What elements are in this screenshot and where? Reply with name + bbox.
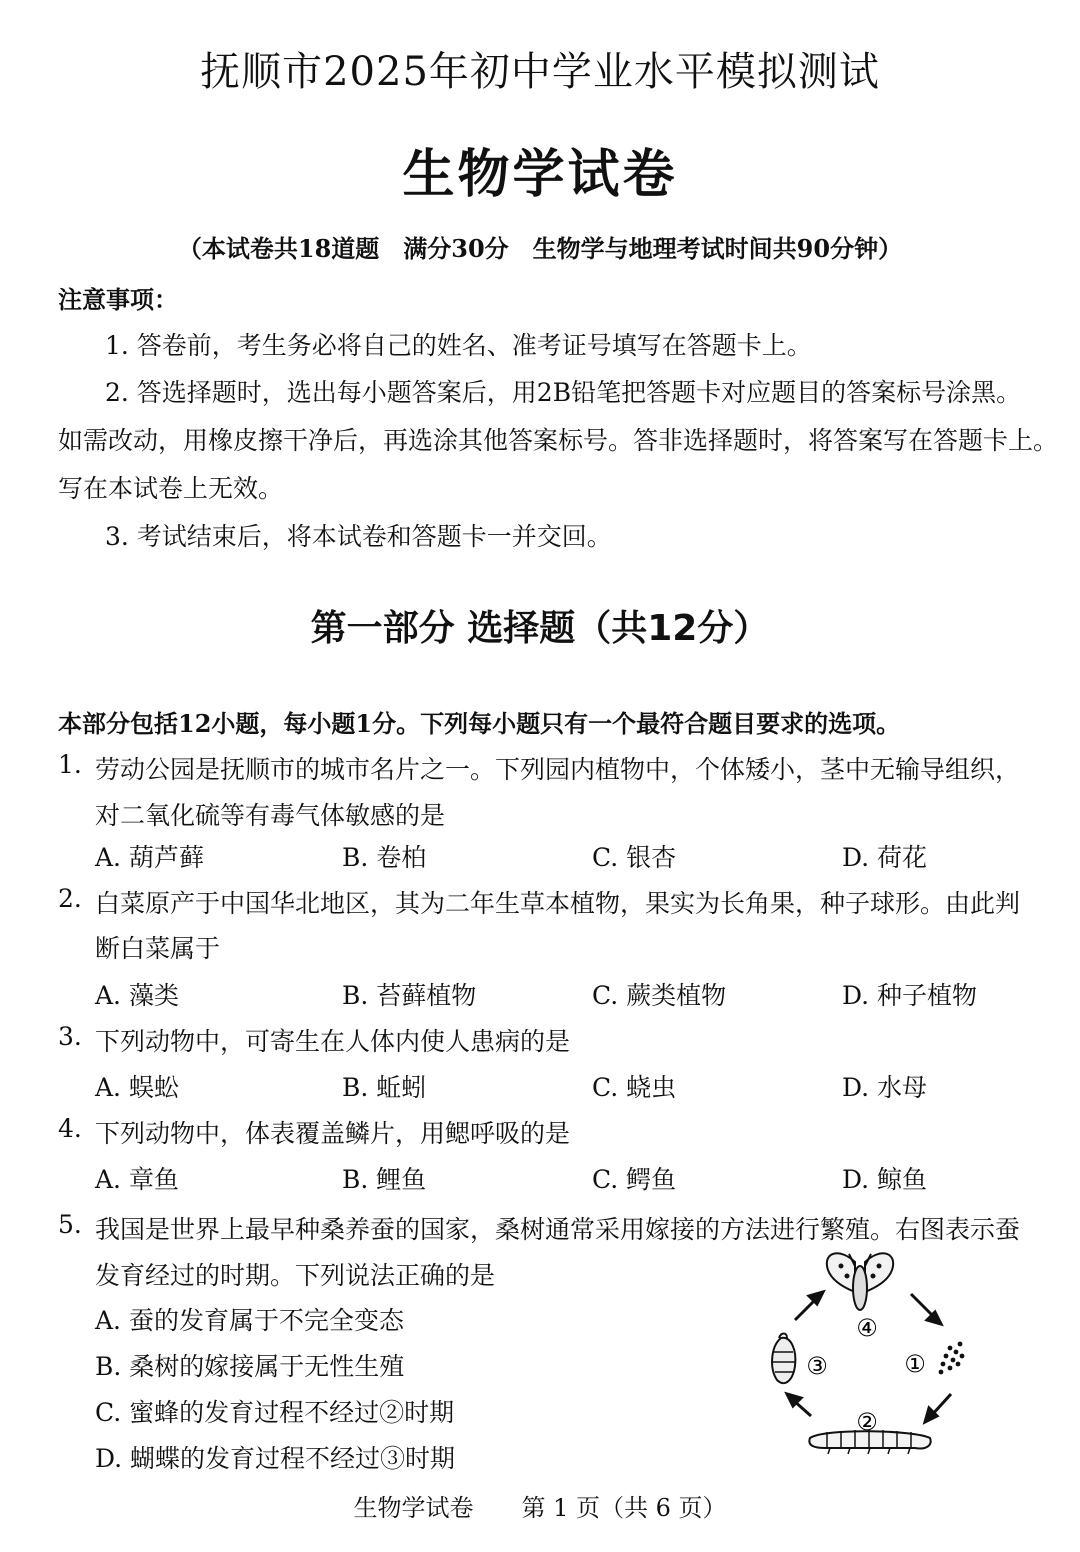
- q5-option-c: C. 蜜蜂的发育过程不经过②时期: [95, 1398, 455, 1427]
- q1-number: 1.: [58, 750, 82, 779]
- q5-option-d: D. 蝴蝶的发育过程不经过③时期: [95, 1444, 456, 1473]
- q4-option-a: A. 章鱼: [95, 1165, 179, 1194]
- section-title: 第一部分 选择题（共12分）: [310, 608, 770, 649]
- q2-option-c: C. 蕨类植物: [592, 981, 727, 1010]
- stage-label-2: ②: [856, 1408, 878, 1436]
- q2-stem-2: 断白菜属于: [95, 934, 221, 963]
- stage-label-1: ①: [904, 1350, 926, 1378]
- stage-label-3: ③: [806, 1352, 828, 1380]
- section-intro: 本部分包括12小题，每小题1分。下列每小题只有一个最符合题目要求的选项。: [58, 709, 901, 738]
- notes-heading: 注意事项：: [58, 285, 178, 314]
- q5-option-a: A. 蚕的发育属于不完全变态: [95, 1306, 404, 1335]
- note-1: 1. 答卷前，考生务必将自己的姓名、准考证号填写在答题卡上。: [105, 331, 812, 360]
- q1-stem-1: 劳动公园是抚顺市的城市名片之一。下列园内植物中，个体矮小，茎中无输导组织，: [95, 755, 1021, 784]
- q5-stem-2: 发育经过的时期。下列说法正确的是: [95, 1261, 496, 1290]
- q1-option-a: A. 葫芦藓: [95, 843, 204, 872]
- pupa-icon: [772, 1334, 795, 1384]
- page-footer: 生物学试卷 第 1 页（共 6 页）: [353, 1494, 727, 1522]
- exam-subject: 生物学试卷: [402, 145, 678, 205]
- q1-option-d: D. 荷花: [842, 843, 928, 872]
- q2-option-a: A. 藻类: [95, 981, 179, 1010]
- q5-option-b: B. 桑树的嫁接属于无性生殖: [95, 1352, 405, 1381]
- note-2-cont2: 写在本试卷上无效。: [58, 474, 284, 503]
- eggs-icon: [939, 1342, 965, 1375]
- q4-option-c: C. 鳄鱼: [592, 1165, 677, 1194]
- q5-stem-1: 我国是世界上最早种桑养蚕的国家，桑树通常采用嫁接的方法进行繁殖。右图表示蚕: [95, 1215, 1021, 1244]
- moth-icon: [827, 1253, 893, 1310]
- q2-option-b: B. 苔藓植物: [342, 981, 477, 1010]
- note-3: 3. 考试结束后，将本试卷和答题卡一并交回。: [105, 522, 612, 551]
- q2-number: 2.: [58, 884, 82, 913]
- stage-label-4: ④: [856, 1314, 878, 1342]
- q3-number: 3.: [58, 1022, 82, 1051]
- q4-option-d: D. 鲸鱼: [842, 1165, 928, 1194]
- q3-option-b: B. 蚯蚓: [342, 1073, 427, 1102]
- note-2-cont: 如需改动，用橡皮擦干净后，再选涂其他答案标号。答非选择题时，将答案写在答题卡上。: [58, 426, 1059, 455]
- exam-title: 抚顺市2025年初中学业水平模拟测试: [200, 49, 880, 95]
- exam-meta: （本试卷共18道题 满分30分 生物学与地理考试时间共90分钟）: [177, 234, 903, 263]
- q4-option-b: B. 鲤鱼: [342, 1165, 427, 1194]
- q4-stem: 下列动物中，体表覆盖鳞片，用鳃呼吸的是: [95, 1119, 571, 1148]
- silkworm-lifecycle-diagram: [755, 1240, 1005, 1470]
- q3-option-a: A. 蜈蚣: [95, 1073, 179, 1102]
- q3-option-d: D. 水母: [842, 1073, 928, 1102]
- note-2: 2. 答选择题时，选出每小题答案后，用2B铅笔把答题卡对应题目的答案标号涂黑。: [105, 378, 1022, 407]
- q2-option-d: D. 种子植物: [842, 981, 978, 1010]
- q4-number: 4.: [58, 1114, 82, 1143]
- q3-stem: 下列动物中，可寄生在人体内使人患病的是: [95, 1027, 571, 1056]
- q5-number: 5.: [58, 1210, 82, 1239]
- q1-option-b: B. 卷柏: [342, 843, 427, 872]
- q1-stem-2: 对二氧化硫等有毒气体敏感的是: [95, 801, 446, 830]
- q1-option-c: C. 银杏: [592, 843, 677, 872]
- q3-option-c: C. 蛲虫: [592, 1073, 677, 1102]
- q2-stem-1: 白菜原产于中国华北地区，其为二年生草本植物，果实为长角果，种子球形。由此判: [95, 889, 1021, 918]
